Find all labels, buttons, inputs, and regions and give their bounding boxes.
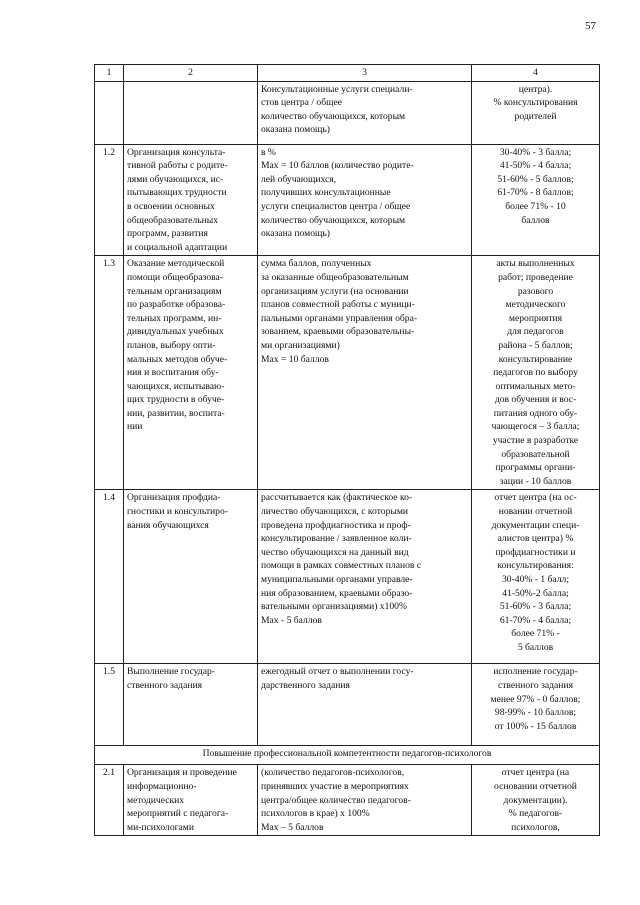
cell-line: Консультационные услуги специали- [261,83,413,95]
cell-line: более 71% - [511,628,560,640]
calculation-method-cell [258,765,472,836]
cell-line: баллов [521,214,550,226]
cell-line: мероприятий с педагога- [127,808,229,820]
cell-line: стов центра / общее [261,97,342,109]
cell-line: дов обучения и вос- [494,394,577,406]
data-source-cell [472,256,600,490]
cell-line: образовательной [501,448,570,460]
header-cell-4: 4 [472,65,600,82]
cell-line: акты выполненных [496,258,575,270]
cell-line: зации - 10 баллов [499,475,572,487]
cell-line: Организация консульта- [127,146,226,158]
data-source-cell [472,664,600,746]
cell-line: в освоении основных [127,200,215,212]
cell-line: проведена профдиагностика и проф- [261,519,411,531]
calculation-method-cell [258,144,472,256]
cell-line: центра). [518,83,553,95]
cell-line: оказана помощь) [261,124,330,136]
table-row [95,664,600,746]
cell-line: ственного задания [497,680,573,692]
table-row [95,490,600,664]
cell-line: психологов, [511,821,560,833]
criterion-name-cell [124,81,258,144]
cell-line: ми организациями) [261,339,340,351]
cell-line: дивидуальных учебных [127,326,224,338]
cell-line: консультирование [498,353,573,365]
cell-line: личество обучающихся, с которыми [261,506,409,518]
cell-line: от 100% - 15 баллов [494,720,577,732]
cell-line: педагогов по выбору [493,367,578,379]
cell-line: Max = 10 баллов [261,353,329,365]
cell-line: услуги специалистов центра / общее [261,200,411,212]
cell-line: нии, развитии, воспита- [127,407,225,419]
cell-line: 5 баллов [517,641,554,653]
cell-line: 41-50% - 4 балла; [499,160,572,172]
criteria-table [94,64,600,836]
cell-line: 51-60% - 5 баллов; [497,173,574,185]
cell-line: документации специ- [491,519,580,531]
page-number: 57 [585,20,596,32]
cell-line: 61-70% - 4 балла; [499,614,572,626]
cell-line: 98-99% - 10 баллов; [494,707,577,719]
cell-line: в % [261,146,276,158]
criterion-name-cell [124,664,258,746]
cell-line: лями обучающихся, ис- [127,173,224,185]
cell-line: пытывающих трудности [127,187,227,199]
cell-line: гностики и консультиро- [127,506,228,518]
cell-line: планов совместной работы с муници- [261,299,415,311]
cell-line: Организация и проведение [127,767,237,779]
data-source-cell [472,144,600,256]
cell-line: вания обучающихся [127,519,209,531]
section-row [95,746,600,765]
calculation-method-cell [258,256,472,490]
cell-line: менее 97% - 0 баллов; [490,693,581,705]
cell-line: рассчитывается как (фактическое ко- [261,492,413,504]
cell-line: пальными органами управления обра- [261,312,418,324]
cell-line: помощи общеобразова- [127,271,223,283]
table-row [95,256,600,490]
table-row [95,765,600,836]
cell-line: за оказанные общеобразовательным [261,271,409,283]
cell-line: сумма баллов, полученных [261,258,372,270]
cell-line: получивших консультационные [261,187,391,199]
cell-line: для педагогов [507,326,564,338]
cell-line: исполнение государ- [493,666,578,678]
cell-line: ственного задания [127,680,203,692]
cell-line: Max – 5 баллов [261,821,324,833]
calculation-method-cell [258,490,472,664]
cell-line: более 71% - 10 [505,200,566,212]
cell-line: количество обучающихся, которым [261,110,406,122]
cell-line: ния и воспитания обу- [127,367,219,379]
cell-line: методических [127,794,185,806]
row-number-cell: 1.3 [95,256,124,490]
cell-line: 30-40% - 1 балл; [501,574,570,585]
cell-line: ния образованием, краевыми образо- [261,587,413,599]
cell-line: консультирования: [497,560,574,572]
row-number-cell: 2.1 [95,765,124,836]
criterion-name-cell [124,490,258,664]
cell-line: района - 5 баллов; [498,339,573,351]
header-cell-3: 3 [258,65,472,82]
criterion-name-cell [124,765,258,836]
data-source-cell [472,81,600,144]
cell-line: методического [505,299,566,311]
cell-line: % консультирования [493,97,578,109]
cell-line: основании отчетной [494,781,577,793]
cell-line: мальных методов обуче- [127,353,228,365]
cell-line: по разработке образова- [127,299,226,311]
cell-line: нии [127,421,143,433]
cell-line: тельным организациям [127,285,222,297]
cell-line: 61-70% - 8 баллов; [497,187,574,199]
cell-line: программ, развития [127,228,208,240]
cell-line: помощи в рамках совместных планов с [261,560,422,572]
cell-line: работ; проведение [498,271,573,283]
cell-line: программы органи- [495,462,576,474]
cell-line: алистов центра) % [497,533,574,545]
cell-line: дарственного задания [261,680,350,692]
cell-line: оказана помощь) [261,228,330,240]
cell-line: центра/общее количество педагогов- [261,794,411,806]
cell-line: чающихся, испытываю- [127,380,225,392]
cell-line: Max = 10 баллов (количество родите- [261,160,414,172]
cell-line: организациям услуги (на основании [261,285,409,297]
cell-line: принявших участие в мероприятиях [261,781,409,793]
cell-line: тивной работы с родите- [127,160,228,172]
cell-line: щих трудности в обуче- [127,394,225,406]
cell-line: ми-психологами [127,821,195,833]
cell-line: Оказание методической [127,258,225,270]
cell-line: разового [517,285,554,297]
cell-line: количество обучающихся, которым [261,214,406,226]
cell-line: чающегося – 3 балла; [491,421,580,433]
header-cell-1: 1 [95,65,124,82]
cell-line: Max - 5 баллов [261,614,322,626]
cell-line: психологов в крае) х 100% [261,808,370,820]
table-row [95,81,600,144]
cell-line: профдиагностики и [495,546,576,558]
row-number-cell: 1.5 [95,664,124,746]
cell-line: зованием, краевыми образовательны- [261,326,415,338]
cell-line: отчет центра (на [501,767,570,779]
table-row [95,144,600,256]
cell-line: тельных программ, ин- [127,312,222,324]
cell-line: оптимальных мето- [495,380,576,392]
calculation-method-cell [258,664,472,746]
row-number-cell: 1.2 [95,144,124,256]
cell-line: чество обучающихся на данный вид [261,546,409,558]
data-source-cell [472,765,600,836]
cell-line: Организация профдиа- [127,492,221,504]
cell-line: и социальной адаптации [127,241,228,253]
cell-line: общеобразовательных [127,214,218,226]
criterion-name-cell [124,144,258,256]
cell-line: новании отчетной [498,506,573,518]
cell-line: информационно- [127,781,197,793]
row-number-cell: 1.4 [95,490,124,664]
cell-line: % педагогов- [508,808,563,820]
cell-line: муниципальными органами управле- [261,574,413,585]
cell-line: консультирование / заявленное коли- [261,533,412,545]
cell-line: питания одного обу- [493,407,578,419]
cell-line: Выполнение государ- [127,666,215,678]
cell-line: планов, выбору опти- [127,339,216,351]
calculation-method-cell [258,81,472,144]
criterion-name-cell [124,256,258,490]
cell-line: лей обучающихся, [261,173,337,185]
cell-line: 30-40% - 3 балла; [499,146,572,158]
cell-line: родителей [514,110,557,122]
data-source-cell [472,490,600,664]
cell-line: 51-60% - 3 балла; [499,601,572,613]
cell-line: документации). [503,794,568,806]
cell-line: мероприятия [508,312,563,324]
header-row [95,65,600,82]
cell-line: (количество педагогов-психологов, [261,767,405,779]
row-number-cell [95,81,124,144]
section-title: Повышение профессиональной компетентности педагогов-психологов [95,746,600,765]
header-cell-2: 2 [124,65,258,82]
cell-line: 41-50%-2 балла; [502,587,569,599]
cell-line: ежегодный отчет о выполнении госу- [261,666,414,678]
cell-line: отчет центра (на ос- [494,492,577,504]
cell-line: вательными организациями) х100% [261,601,407,613]
cell-line: участие в разработке [492,435,579,447]
